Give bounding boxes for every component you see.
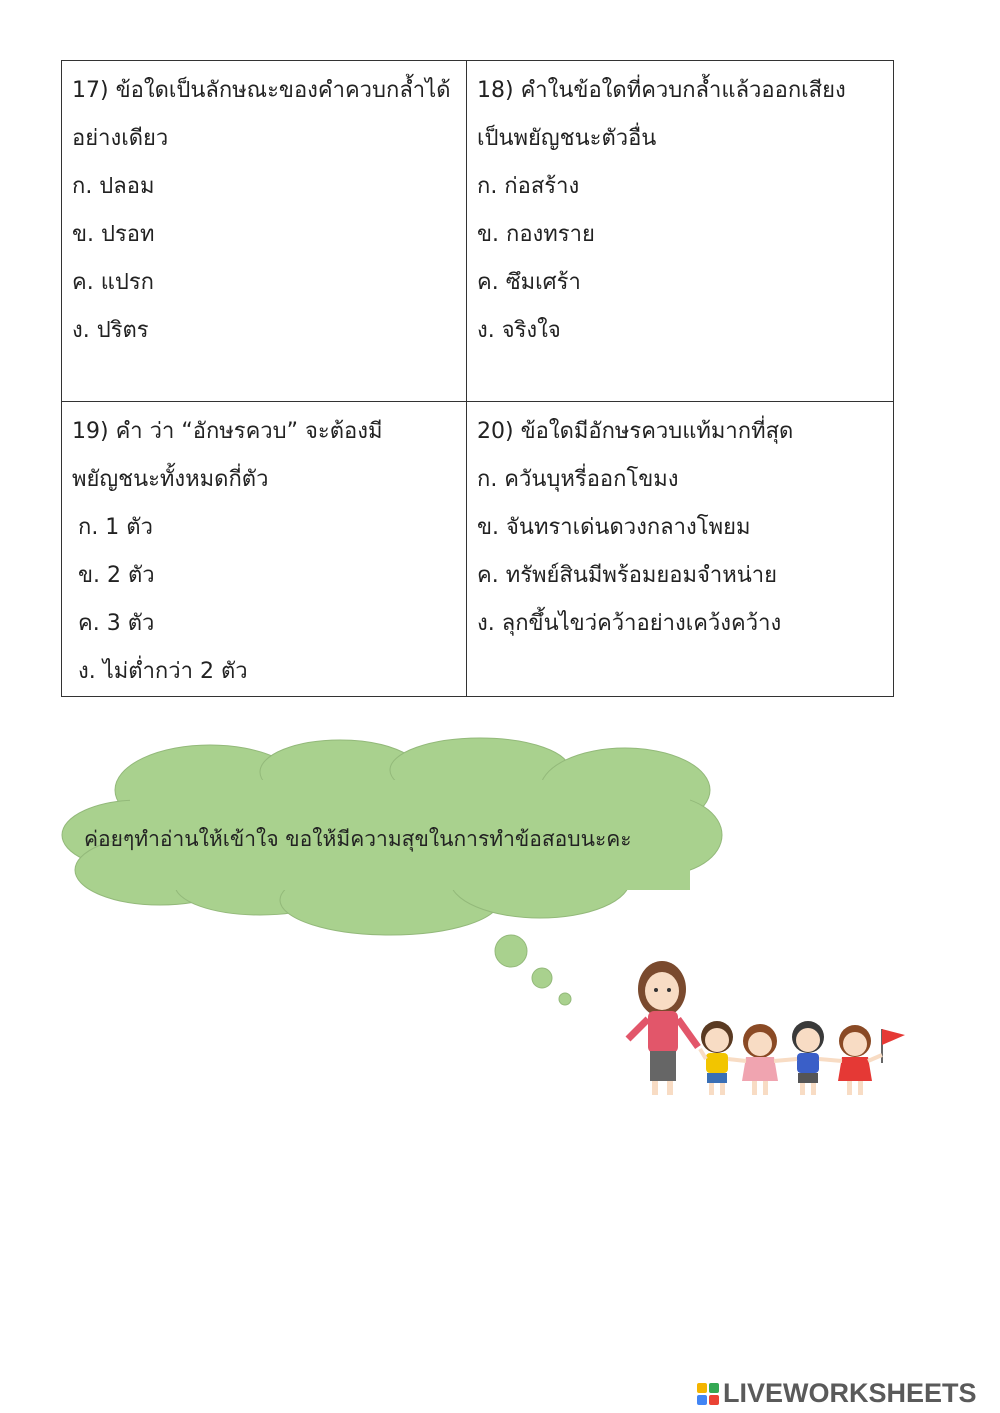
child-4 [838,1025,872,1095]
option-c: ค. 3 ตัว [78,611,155,636]
question-text: 20) ข้อใดมีอักษรควบแท้มากที่สุด [477,419,794,444]
option-d: ง. ปริตร [72,318,149,343]
brand-text: LIVEWORKSHEETS [723,1378,977,1408]
teacher-children-illustration [620,955,920,1105]
option-d: ง. ลุกขึ้นไขว่คว้าอย่างเคว้งคว้าง [477,611,782,636]
teacher-figure [628,961,698,1095]
option-b: ข. ปรอท [72,222,155,247]
thought-bubble-small [559,993,571,1005]
liveworksheets-logo [697,1378,977,1409]
option-c: ค. แปรก [72,270,154,295]
logo-square [709,1383,719,1393]
logo-square [697,1383,707,1393]
option-d: ง. ไม่ต่ำกว่า 2 ตัว [78,659,248,684]
option-d: ง. จริงใจ [477,318,561,343]
option-b: ข. 2 ตัว [78,563,155,588]
child-2 [742,1024,778,1095]
thought-bubble-medium [532,968,552,988]
option-c: ค. ซึมเศร้า [477,270,581,295]
logo-mark-icon [697,1383,719,1405]
flag-icon [882,1029,905,1063]
thought-bubble-large [495,935,527,967]
option-a: ก. 1 ตัว [78,515,153,540]
encouragement-text: ค่อยๆทำอ่านให้เข้าใจ ขอให้มีความสุขในการทำข้อสอบนะคะ [84,827,632,851]
option-c: ค. ทรัพย์สินมีพร้อมยอมจำหน่าย [477,563,778,588]
question-text: 17) ข้อใดเป็นลักษณะของคำควบกล้ำได้ [72,78,451,103]
question-text: พยัญชนะทั้งหมดกี่ตัว [72,467,269,492]
option-a: ก. ก่อสร้าง [477,174,580,199]
question-text: อย่างเดียว [72,126,169,151]
question-text: 19) คำ ว่า “อักษรควบ” จะต้องมี [72,419,383,444]
option-a: ก. ปลอม [72,174,155,199]
logo-square [709,1395,719,1405]
option-b: ข. กองทราย [477,222,595,247]
logo-square [697,1395,707,1405]
option-a: ก. ควันบุหรี่ออกโขมง [477,467,679,492]
question-text: เป็นพยัญชนะตัวอื่น [477,126,657,151]
question-text: 18) คำในข้อใดที่ควบกล้ำแล้วออกเสียง [477,78,846,103]
option-b: ข. จันทราเด่นดวงกลางโพยม [477,515,751,540]
